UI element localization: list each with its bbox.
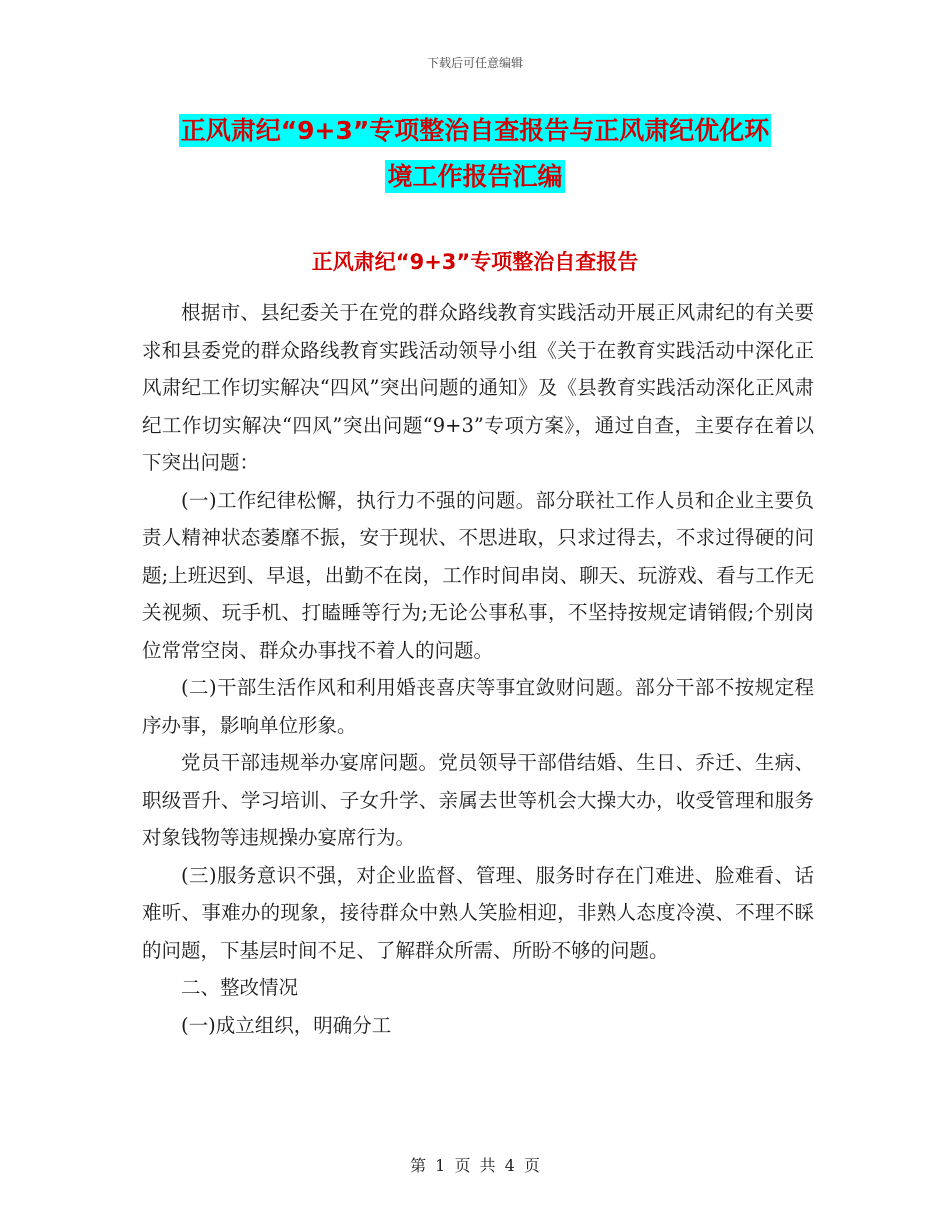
- main-title-line-2: 境工作报告汇编: [387, 162, 563, 191]
- main-title-line-1: 正风肃纪“9+3”专项整治自查报告与正风肃纪优化环: [180, 116, 770, 145]
- section-title: 正风肃纪“9+3”专项整治自查报告: [311, 250, 639, 274]
- page-header-note: 下载后可任意编辑: [426, 56, 523, 70]
- subsection-heading-organization: (一)成立组织，明确分工: [181, 1013, 392, 1037]
- document-main-title: [140, 108, 810, 200]
- section-heading-rectification: 二、整改情况: [181, 976, 299, 999]
- paragraph-banquet: 党员干部违规举办宴席问题。党员领导干部借结婚、生日、乔迁、生病、职级晋升、学习培训、子女升学、亲属去世等机会大操大办，收受管理和服务对象钱物等违规操办宴席行为。: [142, 751, 814, 849]
- paragraph-issue-2: (二)干部生活作风和利用婚丧喜庆等事宜敛财问题。部分干部不按规定程序办事，影响单位形象。: [142, 676, 814, 737]
- document-body: [142, 294, 814, 1044]
- page-footer: 第 1 页 共 4 页: [410, 1156, 540, 1175]
- paragraph-intro: 根据市、县纪委关于在党的群众路线教育实践活动开展正风肃纪的有关要求和县委党的群众路线教育实践活动领导小组《关于在教育实践活动中深化正风肃纪工作切实解决“四风”突出问题的通知》及《县教育实践活动深化正风肃纪工作切实解决“四风”突出问题“9+3”专项方案》，通过自查，主要存在着以下突出问题：: [142, 301, 814, 474]
- paragraph-issue-1: (一)工作纪律松懈，执行力不强的问题。部分联社工作人员和企业主要负责人精神状态萎靡不振，安于现状、不思进取，只求过得去，不求过得硬的问题;上班迟到、早退，出勤不在岗，工作时间串岗、聊天、玩游戏、看与工作无关视频、玩手机、打瞌睡等行为;无论公事私事，不坚持按规定请销假;个别岗位常常空岗、群众办事找不着人的问题。: [142, 488, 814, 662]
- paragraph-issue-3: (三)服务意识不强，对企业监督、管理、服务时存在门难进、脸难看、话难听、事难办的现象，接待群众中熟人笑脸相迎，非熟人态度冷漠、不理不睬的问题，下基层时间不足、了解群众所需、所盼不够的问题。: [142, 863, 814, 962]
